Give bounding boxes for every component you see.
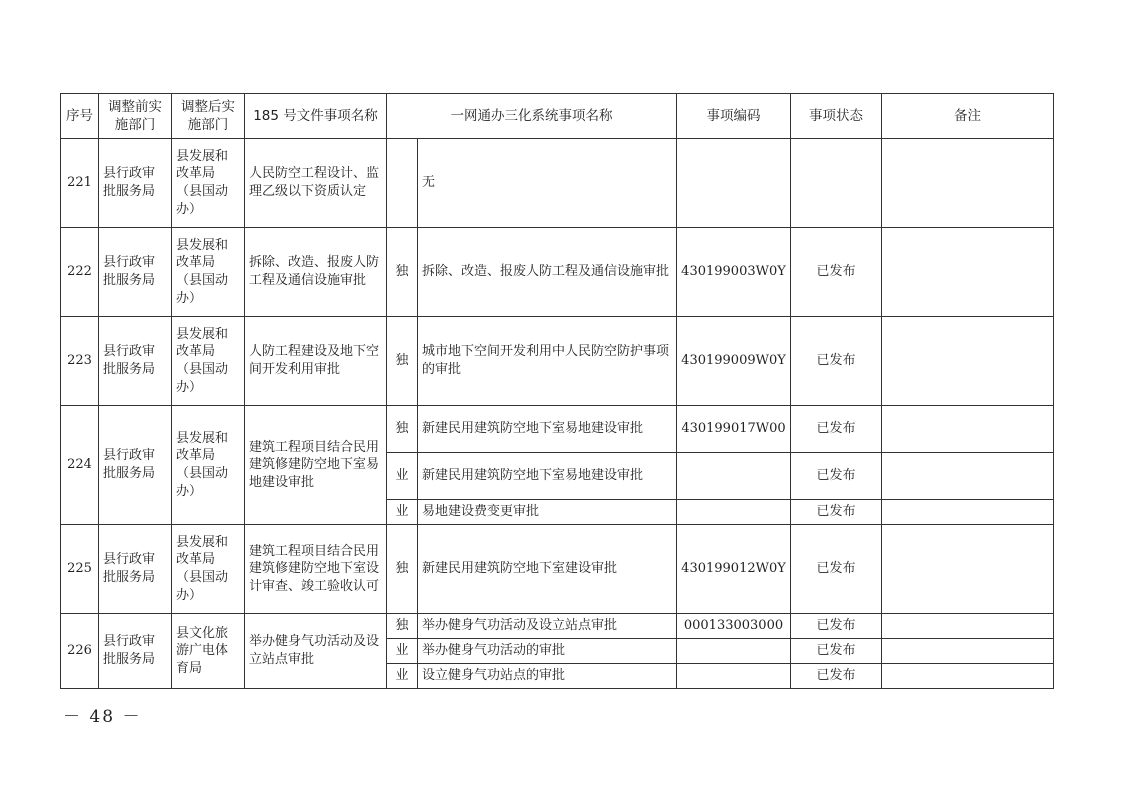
item-code: 430199009W0Y: [677, 317, 791, 406]
system-item-name: 设立健身气功站点的审批: [418, 664, 677, 689]
remark-cell: [882, 614, 1054, 639]
system-item-name: 城市地下空间开发利用中人民防空防护事项的审批: [418, 317, 677, 406]
dept-after: 县发展和改革局（县国动办）: [172, 406, 245, 525]
header-code: 事项编码: [677, 94, 791, 139]
system-item-name: 新建民用建筑防空地下室易地建设审批: [418, 453, 677, 500]
row-seq: 225: [61, 525, 99, 614]
dept-after: 县发展和改革局（县国动办）: [172, 317, 245, 406]
header-remark: 备注: [882, 94, 1054, 139]
item-status: 已发布: [791, 664, 882, 689]
item-code: 000133003000: [677, 614, 791, 639]
item-status: 已发布: [791, 317, 882, 406]
item-status: 已发布: [791, 453, 882, 500]
item-status: [791, 139, 882, 228]
row-seq: 226: [61, 614, 99, 689]
item-code: [677, 664, 791, 689]
table-row: [61, 614, 1054, 639]
handling-type: 业: [387, 664, 418, 689]
doc185-name: 举办健身气功活动及设立站点审批: [245, 614, 387, 689]
handling-type: 业: [387, 500, 418, 525]
table-row: [61, 525, 1054, 614]
remark-cell: [882, 228, 1054, 317]
item-code: 430199003W0Y: [677, 228, 791, 317]
dept-after: 县发展和改革局（县国动办）: [172, 525, 245, 614]
item-status: 已发布: [791, 614, 882, 639]
remark-cell: [882, 500, 1054, 525]
header-system-name: 一网通办三化系统事项名称: [387, 94, 677, 139]
doc185-name: 人民防空工程设计、监理乙级以下资质认定: [245, 139, 387, 228]
dept-before: 县行政审批服务局: [99, 317, 172, 406]
doc185-name: 人防工程建设及地下空间开发利用审批: [245, 317, 387, 406]
remark-cell: [882, 639, 1054, 664]
item-status: 已发布: [791, 639, 882, 664]
item-code: [677, 139, 791, 228]
header-dept-after: 调整后实施部门: [172, 94, 245, 139]
dept-before: 县行政审批服务局: [99, 614, 172, 689]
system-item-name: 拆除、改造、报废人防工程及通信设施审批: [418, 228, 677, 317]
item-code: [677, 500, 791, 525]
page-number: － 48 －: [63, 707, 142, 727]
system-item-name: 新建民用建筑防空地下室建设审批: [418, 525, 677, 614]
handling-type: 独: [387, 228, 418, 317]
handling-type: 业: [387, 639, 418, 664]
handling-type: 业: [387, 453, 418, 500]
item-code: [677, 639, 791, 664]
dept-after: 县发展和改革局（县国动办）: [172, 228, 245, 317]
doc185-name: 拆除、改造、报废人防工程及通信设施审批: [245, 228, 387, 317]
item-status: 已发布: [791, 500, 882, 525]
dept-before: 县行政审批服务局: [99, 228, 172, 317]
table-row: [61, 317, 1054, 406]
remark-cell: [882, 664, 1054, 689]
handling-type: 独: [387, 525, 418, 614]
dept-before: 县行政审批服务局: [99, 525, 172, 614]
remark-cell: [882, 453, 1054, 500]
table-row: [61, 406, 1054, 453]
doc185-name: 建筑工程项目结合民用建筑修建防空地下室设计审查、竣工验收认可: [245, 525, 387, 614]
doc185-name: 建筑工程项目结合民用建筑修建防空地下室易地建设审批: [245, 406, 387, 525]
dept-after: 县发展和改革局（县国动办）: [172, 139, 245, 228]
dept-after: 县文化旅游广电体育局: [172, 614, 245, 689]
row-seq: 224: [61, 406, 99, 525]
header-dept-before: 调整前实施部门: [99, 94, 172, 139]
table-row: [61, 228, 1054, 317]
dept-before: 县行政审批服务局: [99, 406, 172, 525]
item-status: 已发布: [791, 525, 882, 614]
row-seq: 223: [61, 317, 99, 406]
matters-table: [60, 93, 1054, 689]
dept-before: 县行政审批服务局: [99, 139, 172, 228]
remark-cell: [882, 406, 1054, 453]
table-row: [61, 139, 1054, 228]
remark-cell: [882, 525, 1054, 614]
item-code: 430199017W00: [677, 406, 791, 453]
item-code: 430199012W0Y: [677, 525, 791, 614]
handling-type: 独: [387, 614, 418, 639]
handling-type: [387, 139, 418, 228]
handling-type: 独: [387, 317, 418, 406]
header-status: 事项状态: [791, 94, 882, 139]
row-seq: 222: [61, 228, 99, 317]
system-item-name: 举办健身气功活动及设立站点审批: [418, 614, 677, 639]
header-doc185: 185 号文件事项名称: [245, 94, 387, 139]
system-item-name: 无: [418, 139, 677, 228]
system-item-name: 举办健身气功活动的审批: [418, 639, 677, 664]
system-item-name: 易地建设费变更审批: [418, 500, 677, 525]
row-seq: 221: [61, 139, 99, 228]
remark-cell: [882, 139, 1054, 228]
header-seq: 序号: [61, 94, 99, 139]
system-item-name: 新建民用建筑防空地下室易地建设审批: [418, 406, 677, 453]
remark-cell: [882, 317, 1054, 406]
item-status: 已发布: [791, 406, 882, 453]
item-status: 已发布: [791, 228, 882, 317]
item-code: [677, 453, 791, 500]
handling-type: 独: [387, 406, 418, 453]
header-row: [61, 94, 1054, 139]
